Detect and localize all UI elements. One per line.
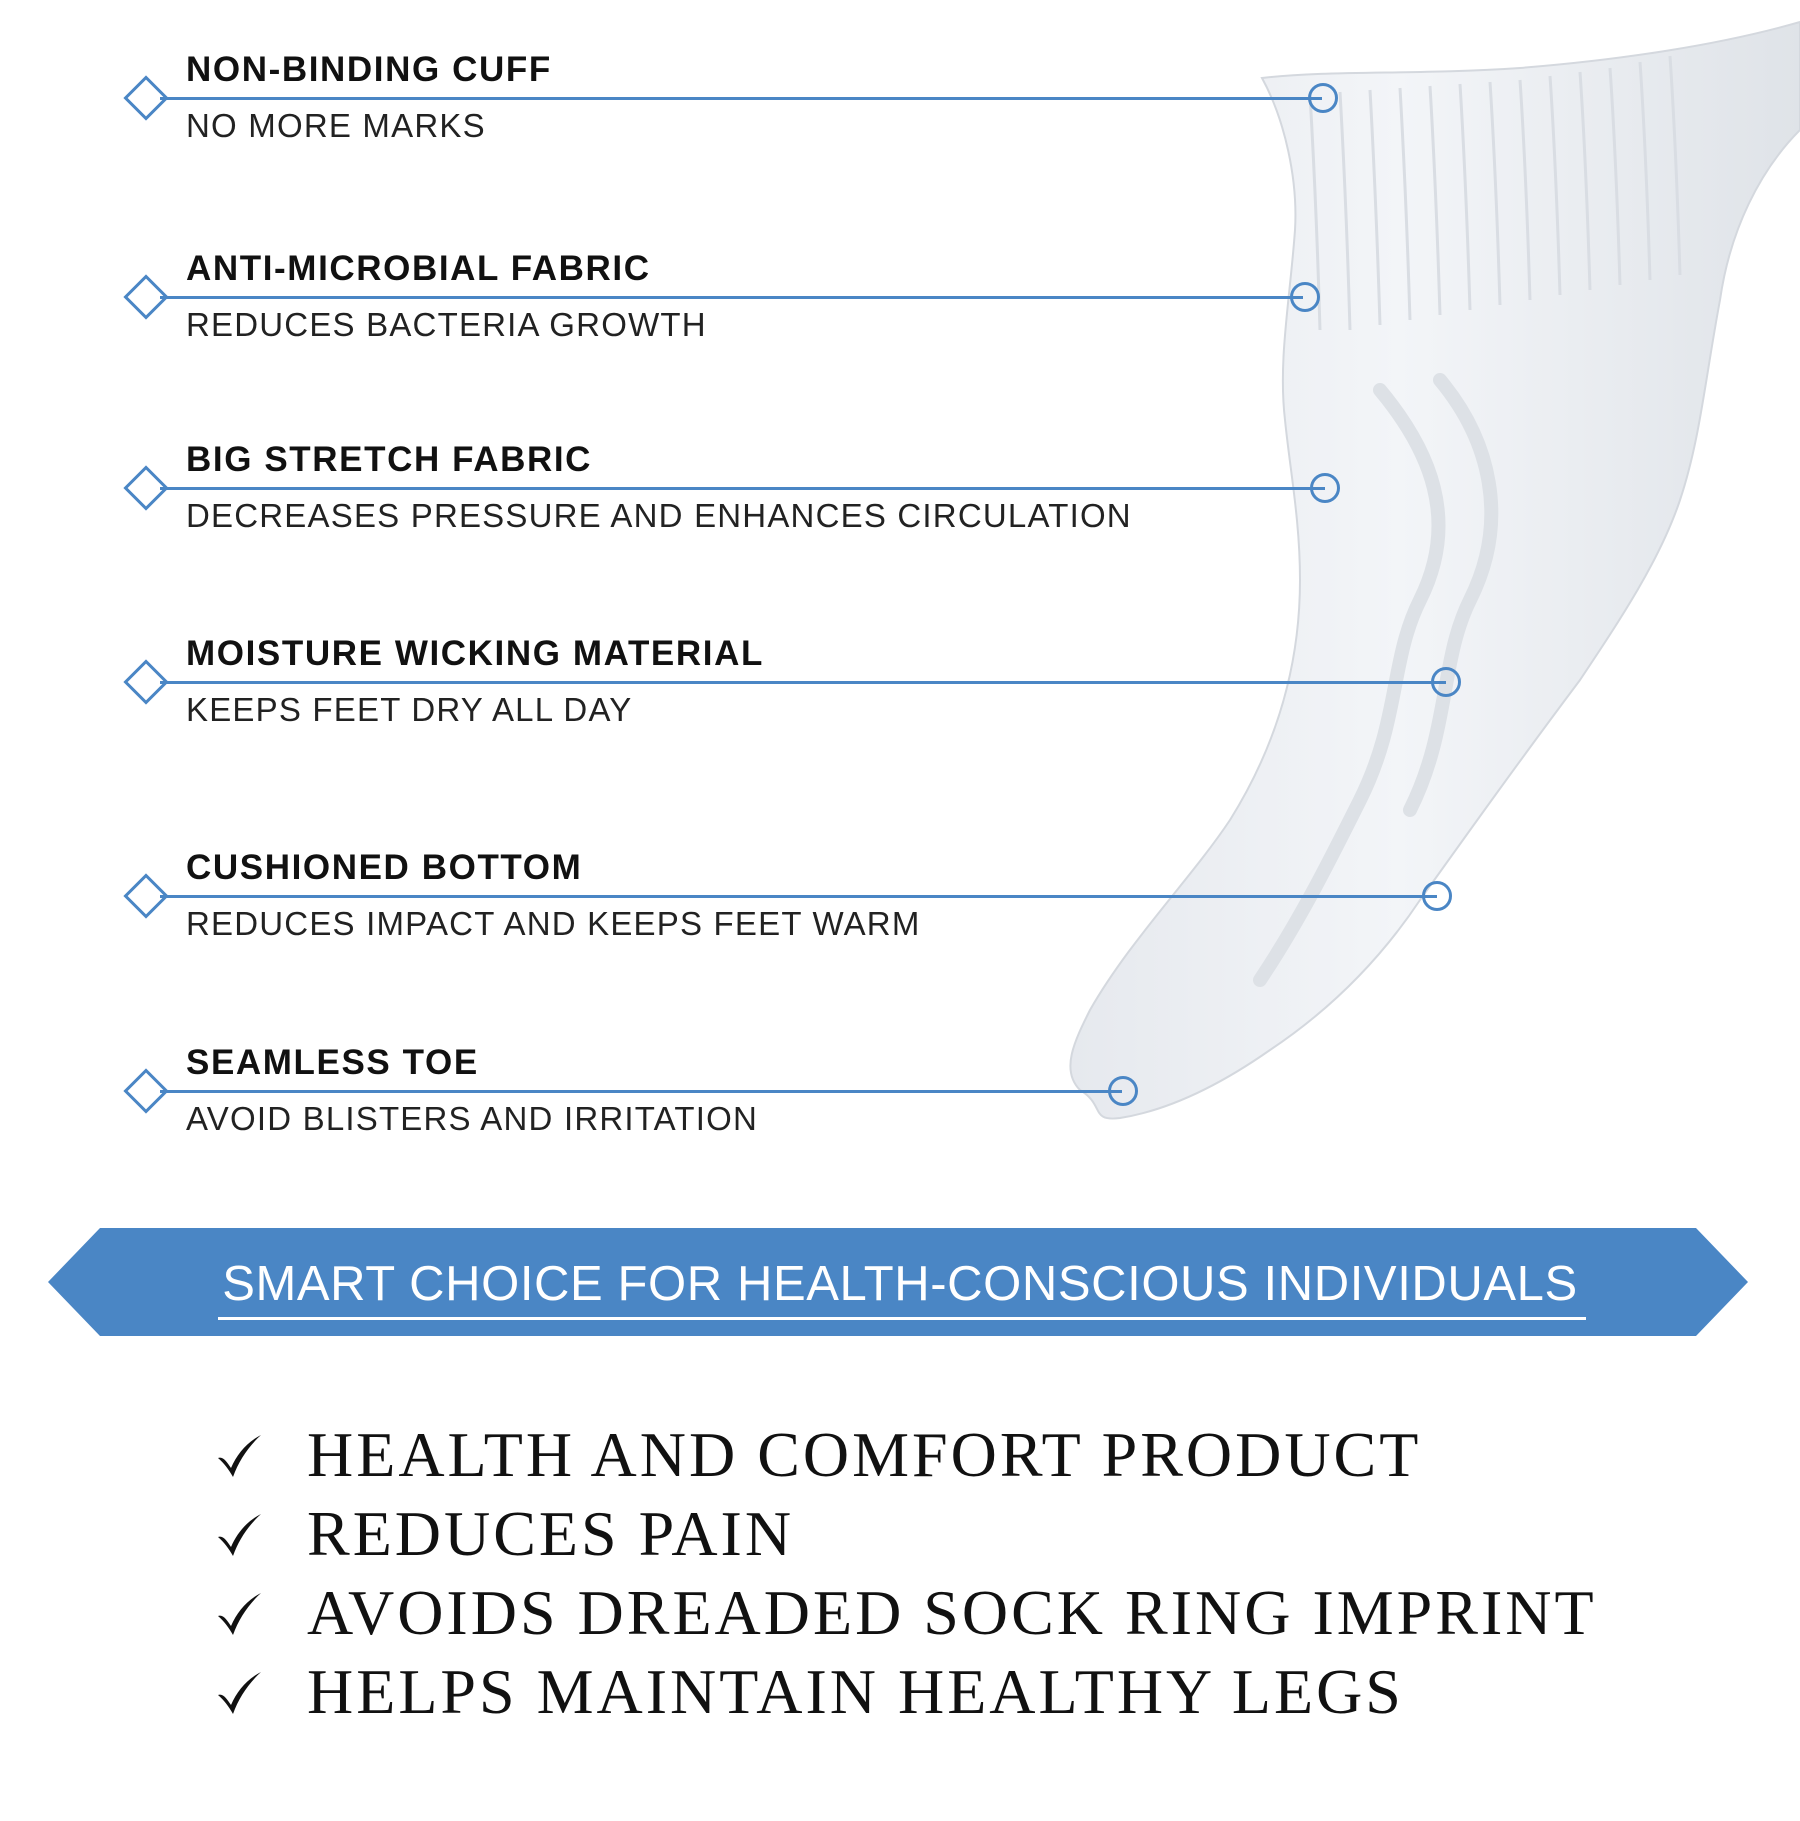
banner-underline xyxy=(218,1317,1586,1320)
benefit-item xyxy=(215,1418,1775,1498)
benefit-item xyxy=(215,1576,1775,1656)
feature-moisture-wicking-material xyxy=(0,625,1800,745)
callout-line xyxy=(160,1090,1122,1093)
circle-marker-icon xyxy=(1422,881,1452,911)
callout-line xyxy=(160,97,1322,100)
circle-marker-icon xyxy=(1310,473,1340,503)
benefit-text: REDUCES PAIN xyxy=(307,1498,795,1569)
feature-title: NON-BINDING CUFF xyxy=(186,50,552,89)
checkmark-icon xyxy=(215,1590,263,1638)
feature-title: MOISTURE WICKING MATERIAL xyxy=(186,634,764,673)
feature-title: BIG STRETCH FABRIC xyxy=(186,440,593,479)
feature-subtitle: AVOID BLISTERS AND IRRITATION xyxy=(186,1100,759,1137)
callout-line xyxy=(160,296,1303,299)
banner-text: SMART CHOICE FOR HEALTH-CONSCIOUS INDIVIDUALS xyxy=(222,1257,1578,1311)
feature-seamless-toe xyxy=(0,1034,1800,1154)
circle-marker-icon xyxy=(1108,1076,1138,1106)
feature-subtitle: DECREASES PRESSURE AND ENHANCES CIRCULATION xyxy=(186,497,1132,534)
feature-title: ANTI-MICROBIAL FABRIC xyxy=(186,249,651,288)
checkmark-icon xyxy=(215,1432,263,1480)
feature-cushioned-bottom xyxy=(0,838,1800,958)
feature-title: SEAMLESS TOE xyxy=(186,1043,479,1082)
circle-marker-icon xyxy=(1290,282,1320,312)
callout-line xyxy=(160,487,1325,490)
callout-line xyxy=(160,681,1446,684)
benefit-text: HEALTH AND COMFORT PRODUCT xyxy=(307,1419,1422,1490)
benefit-text: AVOIDS DREADED SOCK RING IMPRINT xyxy=(307,1577,1597,1648)
callout-line xyxy=(160,895,1437,898)
benefit-item xyxy=(215,1497,1775,1577)
benefit-item xyxy=(215,1655,1775,1735)
feature-anti-microbial-fabric xyxy=(0,240,1800,360)
feature-title: CUSHIONED BOTTOM xyxy=(186,848,583,887)
circle-marker-icon xyxy=(1308,83,1338,113)
feature-subtitle: KEEPS FEET DRY ALL DAY xyxy=(186,691,633,728)
checkmark-icon xyxy=(215,1511,263,1559)
circle-marker-icon xyxy=(1431,667,1461,697)
feature-subtitle: REDUCES IMPACT AND KEEPS FEET WARM xyxy=(186,905,921,942)
checkmark-icon xyxy=(215,1669,263,1717)
feature-subtitle: REDUCES BACTERIA GROWTH xyxy=(186,306,707,343)
feature-non-binding-cuff xyxy=(0,40,1800,160)
feature-big-stretch-fabric xyxy=(0,430,1800,550)
benefit-text: HELPS MAINTAIN HEALTHY LEGS xyxy=(307,1656,1404,1727)
feature-subtitle: NO MORE MARKS xyxy=(186,107,486,144)
